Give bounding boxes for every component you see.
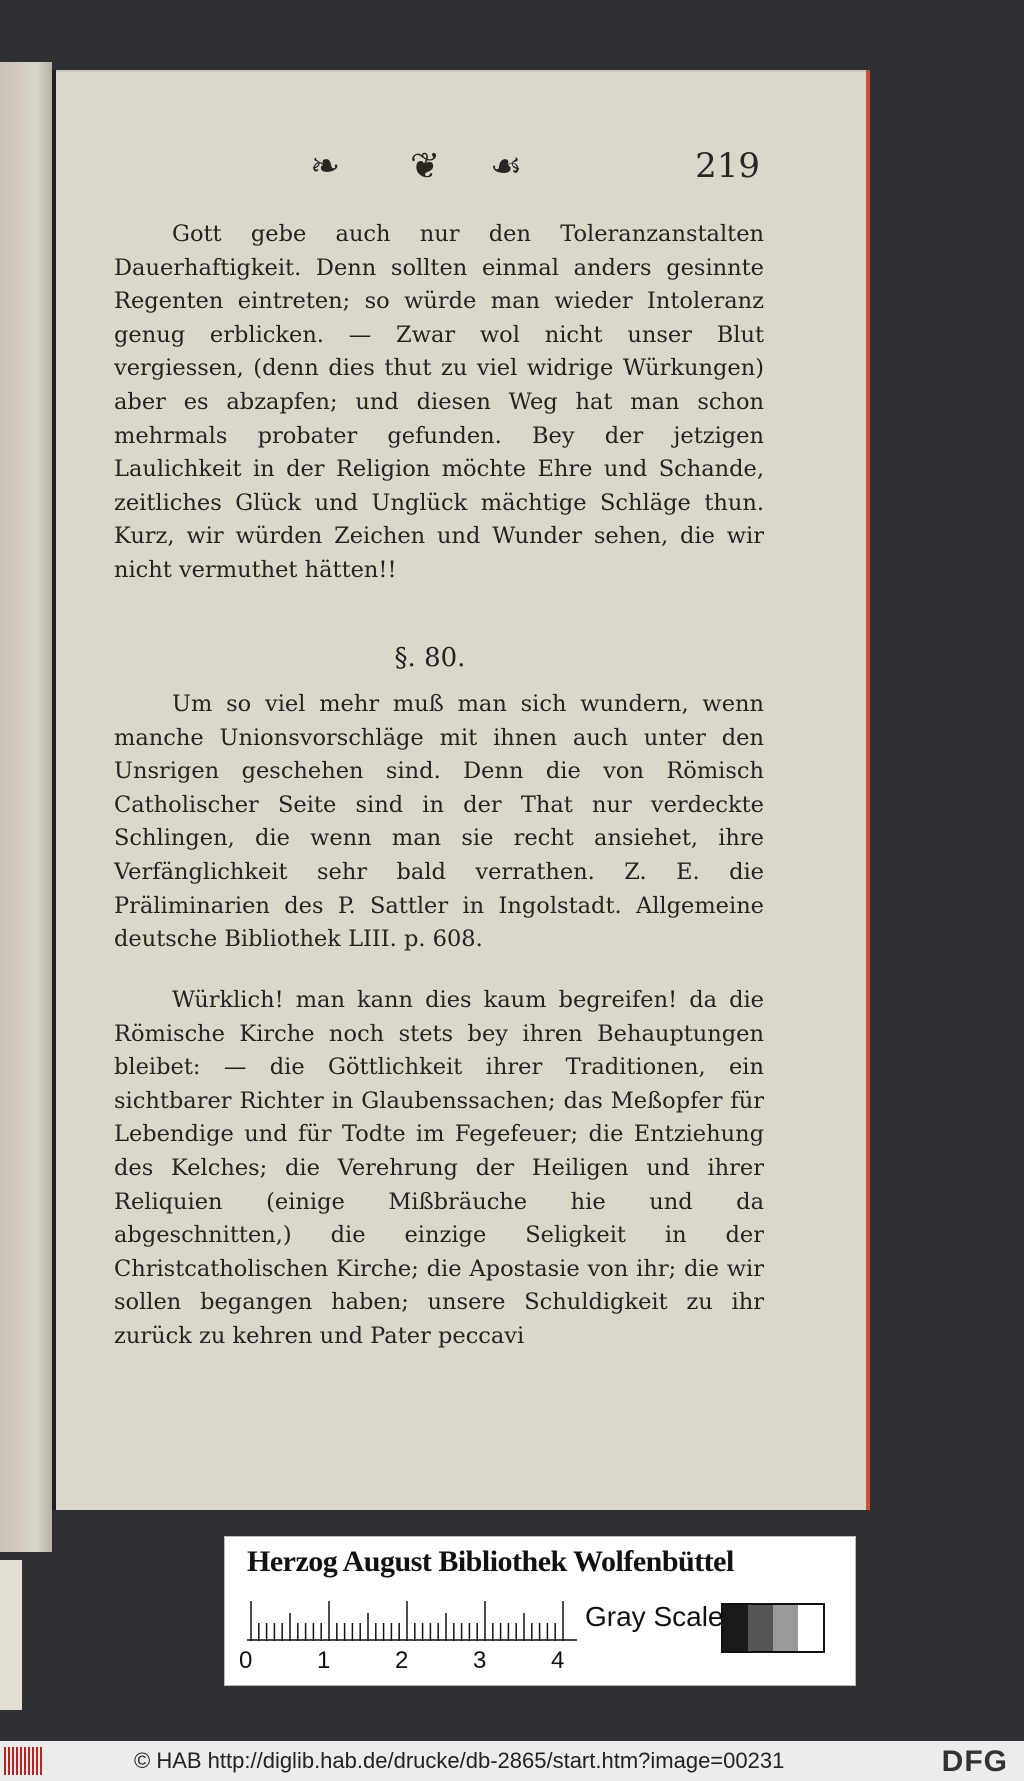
gray-swatch-2 (773, 1605, 798, 1651)
paragraph-3 (114, 984, 764, 1354)
paragraph-2-text: Um so viel mehr muß man sich wundern, wenn manche Unionsvorschläge mit ihnen auch unter den Unsrigen geschehen sind. Denn die von Römisch Catholischer Seite sind in der That nur verdeckte Schlingen, die wenn man sie recht ansiehet, ihre Verfänglichkeit sehr bald verrathen. Z. E. die Präliminarien des P. Sattler in Ingolstadt. Allgemeine deutsche Bibliothek LIII. p. 608. (114, 691, 764, 953)
gray-scale-bar (721, 1603, 825, 1653)
ruler-number-1: 1 (317, 1647, 331, 1674)
page-header (310, 146, 760, 186)
previous-page-edge (0, 62, 52, 1552)
gray-swatch-3 (798, 1605, 823, 1651)
card-title: Herzog August Bibliothek Wolfenbüttel (247, 1545, 734, 1578)
previous-page-sliver (0, 1560, 22, 1710)
paragraph-1-text: Gott gebe auch nur den Toleranzanstalten Dauerhaftigkeit. Denn sollten einmal anders gesinnte Regenten eintreten; so würde man wieder Intoleranz genug erblicken. — Zwar wol nicht unser Blut vergiessen, (denn dies thut zu viel widrige Würkungen) aber es abzapfen; und diesen Weg hat man schon mehrmals probater gefunden. Bey der jetzigen Laulichkeit in der Religion möchte Ehre und Schande, zeitliches Glück und Unglück mächtige Schläge thun. Kurz, wir würden Zeichen und Wunder sehen, die wir nicht vermuthet hätten!! (114, 221, 764, 583)
ruler-number-0: 0 (239, 1647, 253, 1674)
gray-swatch-0 (723, 1605, 748, 1651)
dfg-logo: DFG (941, 1745, 1008, 1778)
gray-scale-label: Gray Scale (585, 1601, 724, 1632)
ruler-scale (247, 1601, 577, 1641)
ruler-number-3: 3 (473, 1647, 487, 1674)
ornament-left-icon: ❧ (310, 146, 341, 187)
library-color-card (224, 1536, 856, 1686)
paragraph-2 (114, 688, 764, 957)
ornament-center-icon: ❦ (410, 146, 441, 187)
paragraph-1 (114, 218, 764, 588)
footer-stripes-icon (4, 1747, 44, 1775)
page-number: 219 (695, 146, 760, 186)
paragraph-3-text: Würklich! man kann dies kaum begreifen! da die Römische Kirche noch stets bey ihren Behauptungen bleibet: — die Göttlichkeit ihrer Traditionen, ein sichtbarer Richter in Glaubenssachen; das Meßopfer für Lebendige und für Todte im Fegefeuer; die Entziehung des Kelches; die Verehrung der Heiligen und ihrer Reliquien (einige Mißbräuche hie und da abgeschnitten,) die einzige Seligkeit in der Christcatholischen Kirche; die Apostasie von ihr; die wir sollen begangen haben; unsere Schuldigkeit zu ihr zurück zu kehren und Pater peccavi (114, 987, 764, 1349)
footer-bar (0, 1741, 1024, 1781)
ruler-number-2: 2 (395, 1647, 409, 1674)
footer-copyright-link[interactable]: © HAB http://diglib.hab.de/drucke/db-2865/start.htm?image=00231 (134, 1748, 785, 1773)
gray-swatch-1 (748, 1605, 773, 1651)
section-heading: §. 80. (394, 643, 466, 673)
ornament-right-icon: ☙ (490, 146, 523, 187)
ruler-number-4: 4 (551, 1647, 565, 1674)
